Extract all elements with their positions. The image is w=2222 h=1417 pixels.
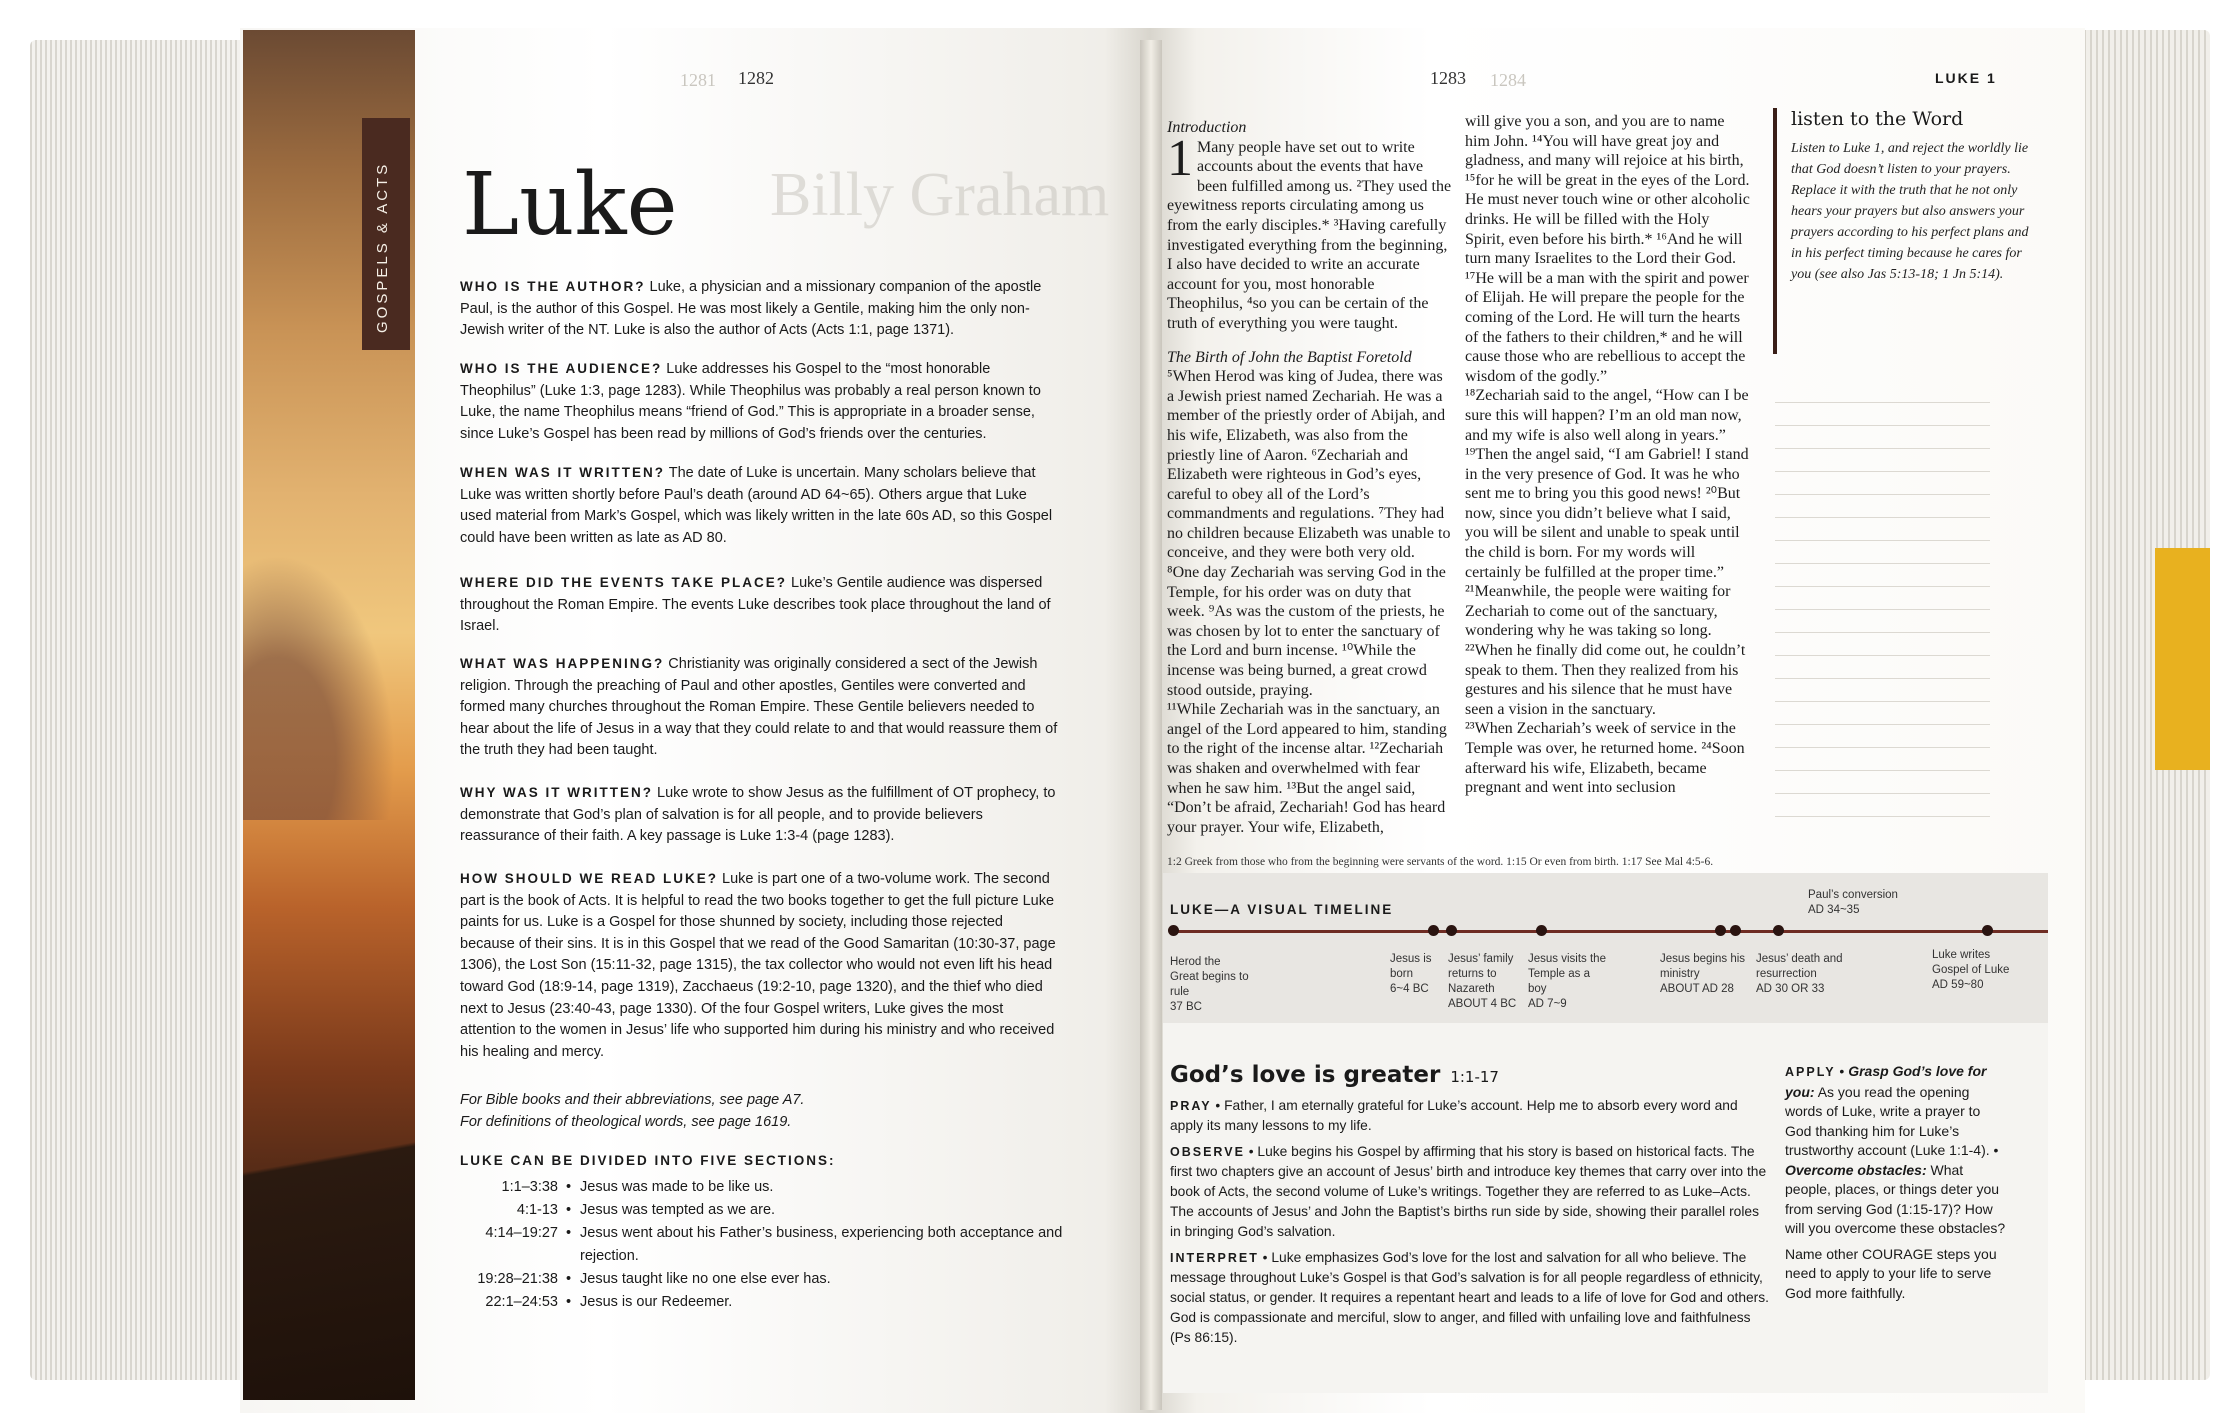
note-definitions: For definitions of theological words, see page 1619. <box>460 1114 792 1130</box>
timeline-event: Jesus visits the Temple as a boy AD 7~9 <box>1528 953 1606 1010</box>
timeline-event: Jesus is born 6~4 BC <box>1390 953 1432 995</box>
section-row: 4:14–19:27 • Jesus went about his Father’s business, experiencing both acceptance and rejection. <box>462 1222 1072 1268</box>
intro-answer: Christianity was originally considered a sect of the Jewish religion. Through the preaching of Paul and other apostles, Gentiles were converted and formed many churches throughout the Roman Empire. These Gentile believers needed to hear about the life of Jesus in a way that they could relate to and that would reassure them of the truth they had been taught. <box>460 656 1058 759</box>
verse-paragraph: ²³When Zechariah’s week of service in the Temple was over, he returned home. ²⁴Soon afterward his wife, Elizabeth, became pregnant and went into seclusion <box>1465 720 1745 797</box>
intro-question: WHERE DID THE EVENTS TAKE PLACE? <box>460 575 788 590</box>
bible-column-1 <box>1167 118 1452 837</box>
book-title: Luke <box>462 155 678 255</box>
section-text: Jesus was tempted as we are. <box>580 1202 776 1218</box>
ghost-title: Billy Graham <box>770 161 1110 229</box>
section-ref: 4:14–19:27 <box>485 1225 558 1241</box>
section-text: Jesus went about his Father’s business, experiencing both acceptance and rejection. <box>580 1225 1063 1264</box>
sidebar-title: listen to the Word <box>1791 108 1964 130</box>
intro-question: WHO IS THE AUTHOR? <box>460 279 646 294</box>
timeline-line <box>1170 930 2048 933</box>
section-row: 1:1–3:38 • Jesus was made to be like us. <box>462 1176 1072 1199</box>
section-heading-birth-john: The Birth of John the Baptist Foretold <box>1167 348 1412 366</box>
timeline-dot <box>1982 925 1993 936</box>
timeline-event: Jesus begins his ministry ABOUT AD 28 <box>1660 953 1746 995</box>
devotion-interpret: INTERPRET • Luke emphasizes God’s love for the lost and salvation for all who believe. The message throughout Luke’s Gospel is that God’s salvation is for all people regardless of ethnicity, social status, or gender. It requires a repentant heart and leads to a life of love for God and others. God is compassionate and merciful, slow to anger, and filled with unfailing love and faithfulness (Ps 86:15). <box>1170 1250 1769 1345</box>
timeline-dot <box>1715 925 1726 936</box>
section-ref: 22:1–24:53 <box>485 1294 558 1310</box>
section-ref: 1:1–3:38 <box>501 1179 558 1195</box>
book-thumb-tab <box>2155 548 2210 770</box>
intro-answer: Luke wrote to show Jesus as the fulfillment of OT prophecy, to demonstrate that God’s plan of salvation is for all people, and to provide believers reassurance of their faith. A key passage is Luke 1:3-4 (page 1283). <box>460 785 1056 845</box>
devotion-apply: APPLY • Grasp God’s love for you: As you read the opening words of Luke, write a prayer to God thanking him for Luke’s trustworthy account (Luke 1:1-4). • Overcome obstacles: What people, places, or things deter you from serving God (1:15-17)? How will you overcome these obstacles? Name other COURAGE steps you need to apply to your life to serve God more faithfully. <box>1785 1063 2006 1301</box>
timeline-event: Herod the Great begins to rule 37 BC <box>1170 956 1249 1013</box>
intro-answer: Luke, a physician and a missionary companion of the apostle Paul, is the author of this Gospel. He was most likely a Gentile, making him the only non-Jewish writer of the NT. Luke is also the author of Acts (Acts 1:1, page 1371). <box>460 279 1042 339</box>
section-row: 22:1–24:53 • Jesus is our Redeemer. <box>462 1291 1072 1314</box>
intro-block-when <box>460 462 1060 549</box>
page-number-right: 1283 <box>1430 68 1466 88</box>
timeline-event: Luke writes Gospel of Luke AD 59~80 <box>1932 949 2010 991</box>
timeline-event: Jesus’ death and resurrection AD 30 OR 33 <box>1756 953 1843 995</box>
devotion-pray: PRAY • Father, I am eternally grateful for Luke’s account. Help me to absorb every word and apply its many lessons to my life. <box>1170 1098 1738 1133</box>
running-head: LUKE 1 <box>1935 70 1997 86</box>
timeline-dot <box>1428 925 1439 936</box>
intro-question: HOW SHOULD WE READ LUKE? <box>460 871 718 886</box>
section-heading-introduction: Introduction <box>1167 119 1247 136</box>
note-abbreviations: For Bible books and their abbreviations, see page A7. <box>460 1092 805 1108</box>
notes-ruled-lines <box>1775 380 1990 817</box>
section-row: 19:28–21:38 • Jesus taught like no one else ever has. <box>462 1268 1072 1291</box>
devotion-ref: 1:1-17 <box>1450 1068 1499 1086</box>
page-block-left-edge <box>30 40 245 1380</box>
ghost-page-number-left: 1281 <box>680 70 716 90</box>
listen-sidebar <box>1773 108 2031 354</box>
section-text: Jesus was made to be like us. <box>580 1179 774 1195</box>
section-text: Jesus is our Redeemer. <box>580 1294 733 1310</box>
intro-answer: Luke addresses his Gospel to the “most honorable Theophilus” (Luke 1:3, page 1283). While Theophilus was probably a real person known to Luke, the name Theophilus means “friend of God.” This is appropriate in a broader sense, since Luke’s Gospel has been read by millions of God’s friends over the centuries. <box>460 361 1041 442</box>
section-ref: 19:28–21:38 <box>477 1271 558 1287</box>
intro-question: WHEN WAS IT WRITTEN? <box>460 465 665 480</box>
intro-block-where <box>460 572 1060 638</box>
timeline-title: LUKE—A VISUAL TIMELINE <box>1170 902 1394 917</box>
intro-question: WHO IS THE AUDIENCE? <box>460 361 663 376</box>
photo-hill-shape <box>243 520 415 820</box>
timeline-event: Paul’s conversion AD 34~35 <box>1808 889 1898 916</box>
section-tab-label: GOSPELS & ACTS <box>374 161 391 333</box>
intro-answer: The date of Luke is uncertain. Many scholars believe that Luke was written shortly before Paul’s death (around AD 64~65). Others argue that Luke used material from Mark’s Gospel, which was likely written in the late 60s AD, so this Gospel could have been written as late as AD 80. <box>460 465 1053 546</box>
intro-block-how <box>460 868 1060 1063</box>
bible-column-2 <box>1465 112 1751 798</box>
timeline-dot <box>1536 925 1547 936</box>
page-number-left: 1282 <box>738 68 774 88</box>
intro-question: WHAT WAS HAPPENING? <box>460 656 665 671</box>
section-ref: 4:1-13 <box>516 1202 558 1218</box>
verse-paragraph: 1 Many people have set out to write accounts about the events that have been fulfilled among us. ²They used the eyewitness reports circulating among us from the early disciples.* ³Having carefully investigated everything from the beginning, I also have decided to write an accurate account for you, most honorable Theophilus, ⁴so you can be certain of the truth of everything you were taught. <box>1167 129 1452 332</box>
timeline-dot <box>1168 925 1179 936</box>
timeline-event: Jesus’ family returns to Nazareth ABOUT 4 BC <box>1448 953 1517 1010</box>
verse-paragraph: ¹⁸Zechariah said to the angel, “How can I be sure this will happen? I’m an old man now, and my wife is also well along in years.” <box>1465 387 1749 444</box>
sidebar-text: Listen to Luke 1, and reject the worldly lie that God doesn’t listen to your prayers. Replace it with the truth that he not only hears your prayers but also answers your prayers according to his perfect plans and in his perfect timing because he cares for you (see also Jas 5:13-18; 1 Jn 5:14). <box>1791 141 2029 282</box>
section-tab <box>362 118 410 350</box>
intro-block-author <box>460 276 1060 342</box>
verse-paragraph: ¹⁹Then the angel said, “I am Gabriel! I stand in the very presence of God. It was he who sent me to bring you this good news! ²⁰But now, since you didn’t believe what I said, you will be silent and unable to speak until the child is born. For my words will certainly be fulfilled at the proper time.” <box>1465 446 1749 581</box>
verse-paragraph: ¹¹While Zechariah was in the sanctuary, an angel of the Lord appeared to him, standing to the right of the incense altar. ¹²Zechariah was shaken and overwhelmed with fear when he saw him. ¹³But the angel said, “Don’t be afraid, Zechariah! God has heard your prayer. Your wife, Elizabeth, <box>1167 701 1447 836</box>
book-gutter <box>1140 40 1162 1410</box>
intro-answer: Luke’s Gentile audience was dispersed throughout the Roman Empire. The events Luke describes took place throughout the land of Israel. <box>460 575 1051 635</box>
section-text: Jesus taught like no one else ever has. <box>580 1271 831 1287</box>
sections-list <box>462 1176 1072 1314</box>
intro-answer: Luke is part one of a two-volume work. The second part is the book of Acts. It is helpful to read the two books together to get the full picture Luke paints for us. Luke is a Gospel for those shunned by society, including those rejected because of their sins. It is in this Gospel that we read of the Good Samaritan (10:30-37, page 1306), the Lost Son (15:11-32, page 1315), the tax collector who would not even lift his head toward God (18:9-14, page 1319), Zacchaeus (19:2-10, page 1320), and the thief who died next to Jesus (23:40-43, page 1330). Of the four Gospel writers, Luke gives the most attention to the women in Jesus’ life who supported him during his ministry and who received his healing and mercy. <box>460 871 1056 1060</box>
sections-heading: LUKE CAN BE DIVIDED INTO FIVE SECTIONS: <box>460 1153 836 1168</box>
devotion-title: God’s love is greater 1:1-17 <box>1170 1062 1499 1088</box>
timeline-dot <box>1730 925 1741 936</box>
timeline-dot <box>1773 925 1784 936</box>
verse-paragraph: ⁵When Herod was king of Judea, there was a Jewish priest named Zechariah. He was a member of the priestly order of Abijah, and his wife, Elizabeth, was also from the priestly line of Aaron. ⁶Zechariah and Elizabeth were righteous in God’s eyes, careful to obey all of the Lord’s commandments and regulations. ⁷They had no children because Elizabeth was unable to conceive, and they were both very old. <box>1167 368 1451 562</box>
footnotes: 1:2 Greek from those who from the beginning were servants of the word. 1:15 Or even from birth. 1:17 See Mal 4:5-6. <box>1167 856 1714 868</box>
intro-block-happening <box>460 653 1060 762</box>
devotion-observe: OBSERVE • Luke begins his Gospel by affirming that his story is based on historical facts. The first two chapters give an account of Jesus’ birth and introduce key themes that carry over into the book of Acts, the second volume of Luke’s writings. Together they are referred to as Luke–Acts. The accounts of Jesus’ and John the Baptist’s births run side by side, showing their parallel roles in bringing God’s salvation. <box>1170 1144 1767 1239</box>
ghost-page-number-right: 1284 <box>1490 70 1526 90</box>
chapter-number: 1 <box>1167 129 1193 187</box>
section-row: 4:1-13 • Jesus was tempted as we are. <box>462 1199 1072 1222</box>
verse-paragraph: will give you a son, and you are to name him John. ¹⁴You will have great joy and gladness, and many will rejoice at his birth, ¹⁵for he will be great in the eyes of the Lord. He must never touch wine or other alcoholic drinks. He will be filled with the Holy Spirit, even before his birth.* ¹⁶And he will turn many Israelites to the Lord their God. ¹⁷He will be a man with the spirit and power of Elijah. He will prepare the people for the coming of the Lord. He will turn the hearts of the fathers to their children,* and he will cause those who are rebellious to accept the wisdom of the godly.” <box>1465 113 1750 385</box>
intro-block-why <box>460 782 1060 848</box>
intro-block-audience <box>460 358 1060 445</box>
timeline-dot <box>1446 925 1457 936</box>
photo-mountain-silhouette <box>243 1000 415 1400</box>
intro-question: WHY WAS IT WRITTEN? <box>460 785 653 800</box>
verse-paragraph: ⁸One day Zechariah was serving God in the Temple, for his order was on duty that week. ⁹As was the custom of the priests, he was chosen by lot to enter the sanctuary of the Lord and burn incense. ¹⁰While the incense was being burned, a great crowd stood outside, praying. <box>1167 564 1446 699</box>
verse-paragraph: ²¹Meanwhile, the people were waiting for Zechariah to come out of the sanctuary, wondering why he was taking so long. ²²When he finally did come out, he couldn’t speak to them. Then they realized from his gestures and his silence that he must have seen a vision in the sanctuary. <box>1465 583 1746 718</box>
devotion-body <box>1170 1096 1770 1348</box>
